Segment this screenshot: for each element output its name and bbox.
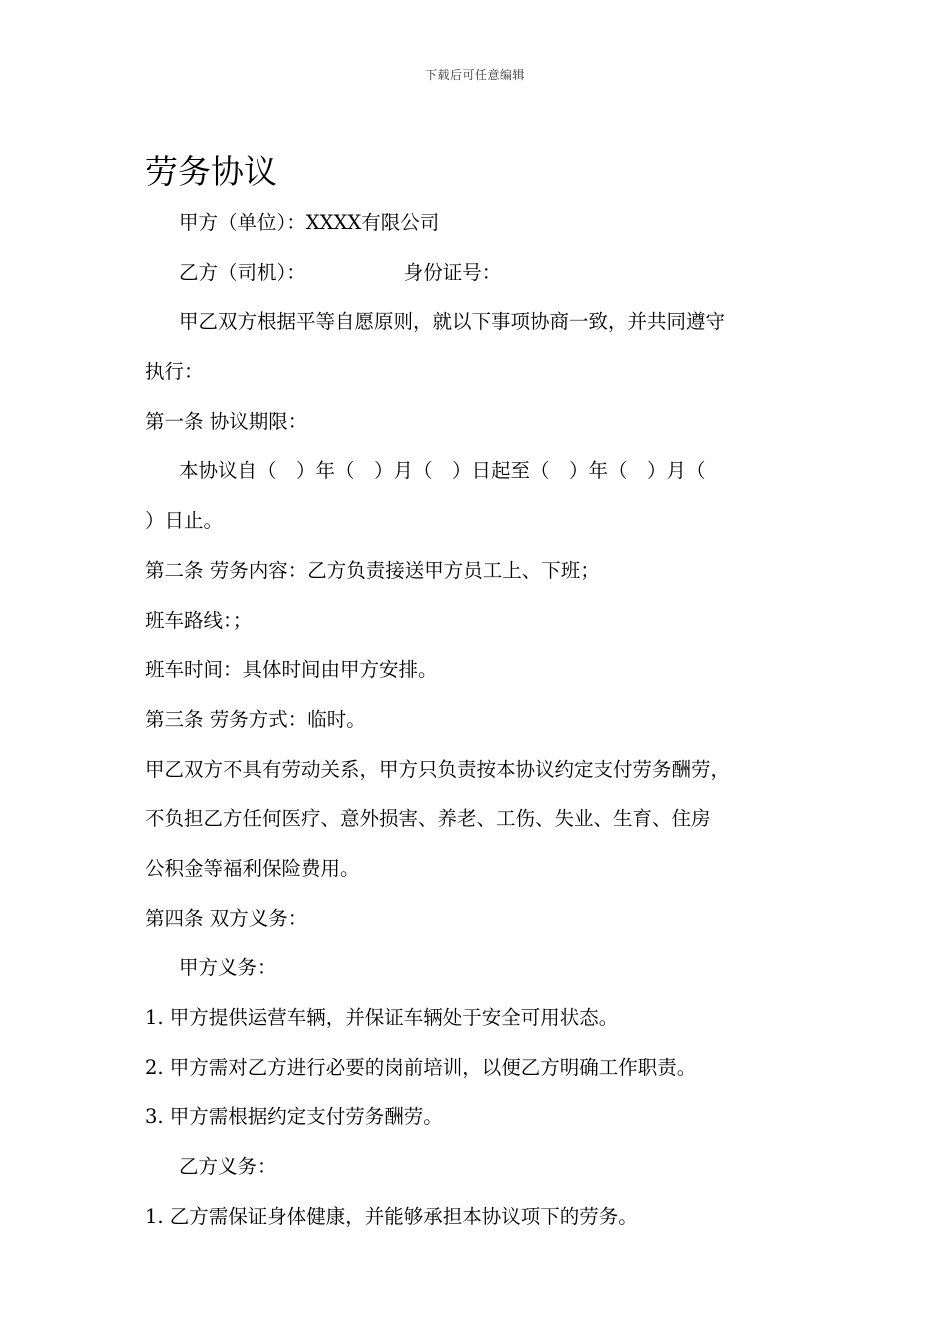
party-b-duties-title: 乙方义务： xyxy=(179,1155,277,1179)
party-a-duty-2: 2. 甲方需对乙方进行必要的岗前培训，以便乙方明确工作职责。 xyxy=(145,1055,697,1079)
article-1-title: 第一条 协议期限： xyxy=(145,409,308,433)
article-3-title: 第三条 劳务方式：临时。 xyxy=(145,707,366,731)
party-a-duty-3: 3. 甲方需根据约定支付劳务酬劳。 xyxy=(145,1105,443,1129)
article-1-term-line-2: ）日止。 xyxy=(145,509,224,533)
intro-line-1: 甲乙双方根据平等自愿原则，就以下事项协商一致，并共同遵守 xyxy=(179,310,726,334)
party-b-label: 乙方（司机）： xyxy=(179,260,306,284)
document-body xyxy=(145,150,835,1241)
article-4-title: 第四条 双方义务： xyxy=(145,906,308,930)
article-2-title: 第二条 劳务内容：乙方负责接送甲方员工上、下班； xyxy=(145,558,600,582)
bus-route-line: 班车路线：； xyxy=(145,608,253,632)
party-b-duty-1: 1. 乙方需保证身体健康，并能够承担本协议项下的劳务。 xyxy=(145,1204,638,1228)
article-1-term-line-1: 本协议自（ ）年（ ）月（ ）日起至（ ）年（ ）月（ xyxy=(179,459,706,483)
id-number-label: 身份证号： xyxy=(403,260,502,284)
party-b-line xyxy=(145,248,835,298)
page-header-note: 下载后可任意编辑 xyxy=(424,68,525,82)
party-a-duties-title: 甲方义务： xyxy=(179,956,277,980)
bus-time-line: 班车时间：具体时间由甲方安排。 xyxy=(145,658,438,682)
party-a-duty-1: 1. 甲方提供运营车辆，并保证车辆处于安全可用状态。 xyxy=(145,1006,619,1029)
relation-line-3: 公积金等福利保险费用。 xyxy=(145,856,360,880)
intro-line-2: 执行： xyxy=(145,360,204,384)
document-title: 劳务协议 xyxy=(145,152,277,191)
relation-line-2: 不负担乙方任何医疗、意外损害、养老、工伤、失业、生育、住房 xyxy=(145,807,711,831)
party-a-line: 甲方（单位）：XXXX有限公司 xyxy=(179,211,440,234)
relation-line-1: 甲乙双方不具有劳动关系，甲方只负责按本协议约定支付劳务酬劳， xyxy=(145,757,731,781)
